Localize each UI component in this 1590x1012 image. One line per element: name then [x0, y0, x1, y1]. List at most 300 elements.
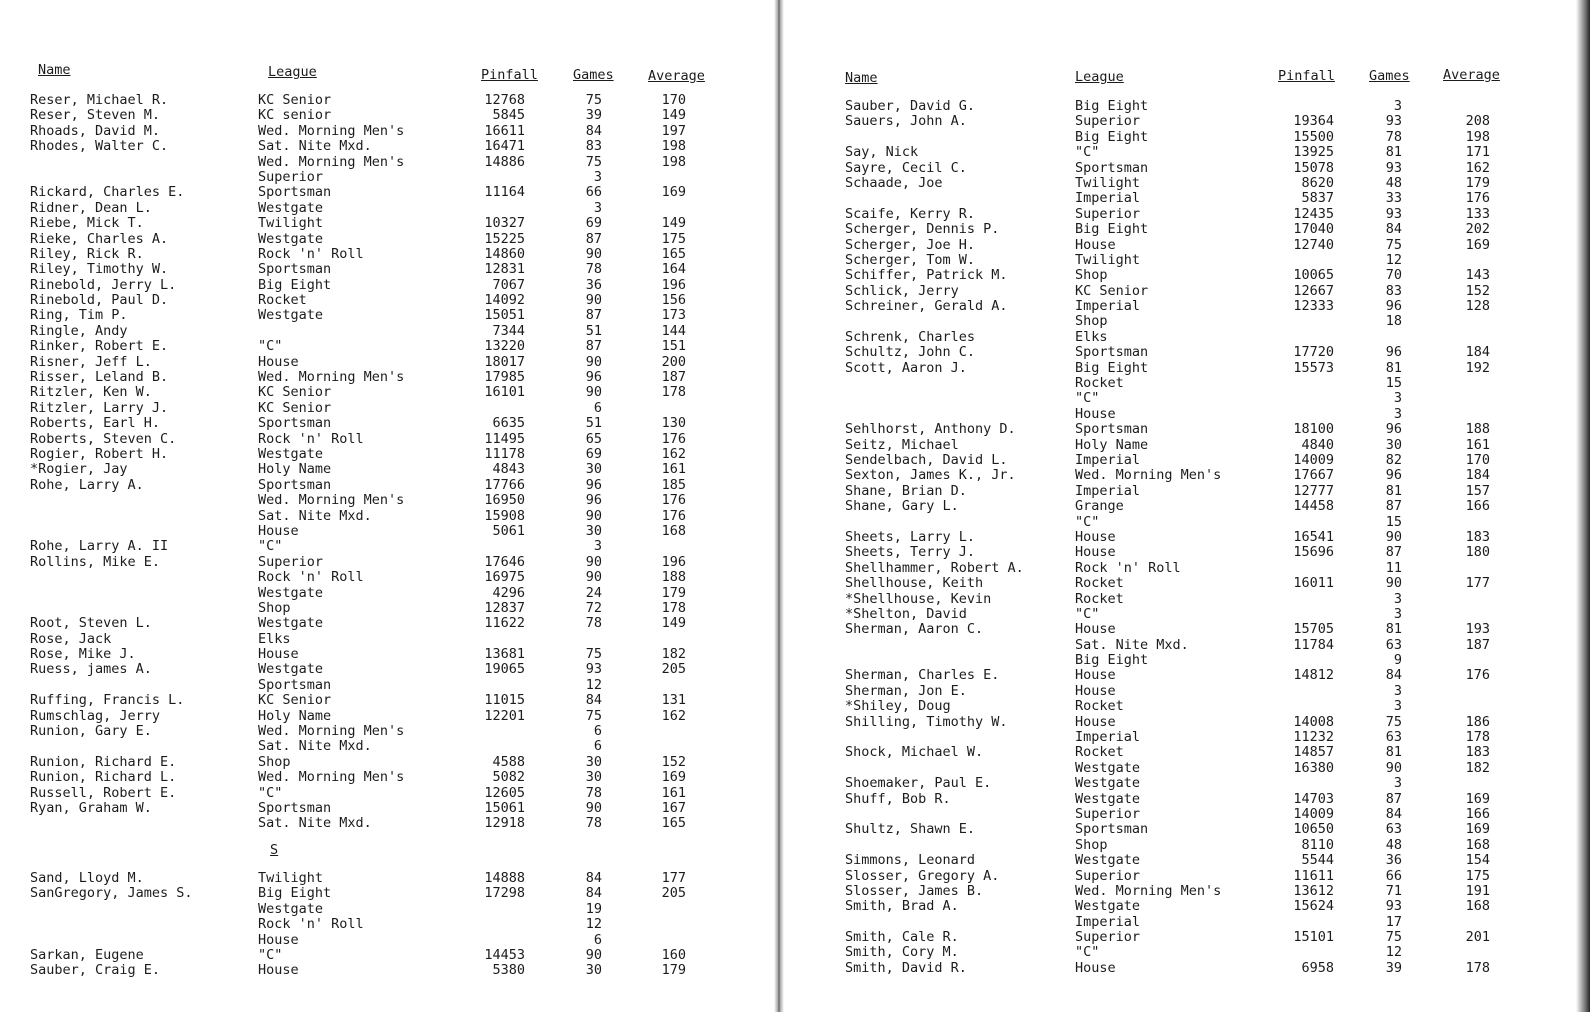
table-row [0, 786, 776, 801]
cell-pinfall: 14009 [1293, 805, 1334, 822]
cell-league: Sportsman [1075, 421, 1149, 438]
cell-pinfall: 7067 [492, 276, 525, 293]
table-row [0, 555, 776, 570]
cell-average: 152 [661, 753, 686, 770]
cell-pinfall: 5845 [492, 107, 525, 124]
cell-pinfall: 8110 [1301, 836, 1334, 853]
table-row [782, 745, 1590, 760]
cell-league: House [1075, 544, 1116, 561]
table-row [0, 108, 776, 123]
table-row [782, 899, 1590, 914]
cell-games: 87 [585, 230, 602, 247]
cell-league: Rocket [1075, 575, 1124, 592]
cell-average: 184 [1465, 467, 1490, 484]
cell-name: Rollins, Mike E. [30, 553, 161, 570]
table-row [782, 776, 1590, 791]
cell-pinfall: 6958 [1301, 959, 1334, 976]
cell-league: "C" [258, 338, 283, 355]
cell-pinfall: 18017 [484, 353, 525, 370]
right-page [782, 0, 1590, 1012]
cell-league: Sportsman [258, 676, 332, 693]
cell-league: Sat. Nite Mxd. [258, 138, 372, 155]
cell-average: 176 [1465, 190, 1490, 207]
cell-league: House [258, 931, 299, 948]
table-row [0, 462, 776, 477]
table-row [0, 232, 776, 247]
cell-name: Ridner, Dean L. [30, 199, 152, 216]
left-page [0, 0, 776, 1012]
table-row [0, 739, 776, 754]
cell-games: 63 [1385, 821, 1402, 838]
cell-name: Ruess, james A. [30, 661, 152, 678]
cell-games: 63 [1385, 729, 1402, 746]
header-games: Games [1369, 68, 1410, 84]
cell-average: 178 [1465, 959, 1490, 976]
cell-games: 75 [1385, 713, 1402, 730]
cell-average: 197 [661, 122, 686, 139]
table-row [782, 407, 1590, 422]
header-pinfall: Pinfall [481, 67, 538, 83]
cell-average: 176 [1465, 667, 1490, 684]
table-row [0, 724, 776, 739]
cell-average: 170 [1465, 451, 1490, 468]
cell-games: 18 [1385, 313, 1402, 330]
cell-games: 30 [1385, 436, 1402, 453]
cell-games: 90 [585, 353, 602, 370]
cell-league: Rock 'n' Roll [1075, 559, 1181, 576]
table-row [0, 755, 776, 770]
cell-league: Holy Name [1075, 436, 1149, 453]
table-row [0, 886, 776, 901]
cell-pinfall: 12435 [1293, 205, 1334, 222]
cell-average: 161 [661, 784, 686, 801]
table-row [0, 385, 776, 400]
table-row [782, 299, 1590, 314]
cell-name: Shellhouse, Keith [845, 575, 984, 592]
table-row [0, 693, 776, 708]
cell-name: Scaife, Kerry R. [845, 205, 976, 222]
table-row [782, 438, 1590, 453]
cell-name: Roberts, Earl H. [30, 415, 161, 432]
table-row [782, 314, 1590, 329]
cell-league: KC Senior [258, 384, 332, 401]
header-pinfall: Pinfall [1278, 68, 1335, 84]
cell-pinfall: 12918 [484, 815, 525, 832]
cell-name: Sheets, Terry J. [845, 544, 976, 561]
table-row [0, 201, 776, 216]
cell-games: 3 [1393, 682, 1402, 699]
cell-league: Superior [1075, 867, 1141, 884]
table-row [0, 570, 776, 585]
cell-games: 9 [1393, 652, 1402, 669]
cell-pinfall: 15908 [484, 507, 525, 524]
cell-league: House [258, 353, 299, 370]
cell-games: 3 [1393, 405, 1402, 422]
cell-name: Root, Steven L. [30, 615, 152, 632]
cell-average: 198 [1465, 128, 1490, 145]
table-row [782, 853, 1590, 868]
cell-league: Wed. Morning Men's [258, 769, 405, 786]
cell-league: Imperial [1075, 482, 1141, 499]
cell-pinfall: 12768 [484, 92, 525, 108]
cell-games: 69 [585, 445, 602, 462]
cell-league: House [1075, 621, 1116, 638]
table-row [782, 668, 1590, 683]
cell-pinfall: 11015 [484, 692, 525, 709]
cell-games: 90 [585, 292, 602, 309]
cell-name: *Shelton, David [845, 605, 967, 622]
cell-games: 3 [1393, 590, 1402, 607]
cell-name: Slosser, James B. [845, 882, 984, 899]
cell-average: 177 [661, 870, 686, 886]
cell-pinfall: 17667 [1293, 467, 1334, 484]
cell-games: 65 [585, 430, 602, 447]
cell-games: 87 [585, 307, 602, 324]
cell-average: 182 [661, 646, 686, 663]
cell-pinfall: 16541 [1293, 528, 1334, 545]
table-row [782, 961, 1590, 976]
cell-average: 169 [1465, 790, 1490, 807]
cell-pinfall: 11611 [1293, 867, 1334, 884]
cell-name: Scherger, Dennis P. [845, 221, 1000, 238]
cell-pinfall: 15051 [484, 307, 525, 324]
cell-average: 161 [661, 461, 686, 478]
cell-games: 75 [585, 92, 602, 108]
cell-games: 3 [1393, 98, 1402, 114]
cell-league: Westgate [258, 900, 324, 917]
cell-games: 30 [585, 769, 602, 786]
table-row [0, 293, 776, 308]
cell-pinfall: 17720 [1293, 344, 1334, 361]
cell-average: 130 [661, 415, 686, 432]
cell-league: Superior [1075, 113, 1141, 130]
table-row [0, 324, 776, 339]
cell-league: Westgate [1075, 898, 1141, 915]
cell-name: Rogier, Robert H. [30, 445, 169, 462]
table-row [0, 963, 776, 978]
cell-pinfall: 11178 [484, 445, 525, 462]
cell-league: House [1075, 682, 1116, 699]
cell-games: 90 [585, 384, 602, 401]
cell-league: "C" [1075, 144, 1100, 161]
cell-games: 84 [1385, 805, 1402, 822]
cell-pinfall: 15573 [1293, 359, 1334, 376]
cell-games: 39 [585, 107, 602, 124]
cell-league: Sportsman [1075, 159, 1149, 176]
cell-league: Westgate [258, 584, 324, 601]
cell-name: Simmons, Leonard [845, 852, 976, 869]
table-row [0, 247, 776, 262]
cell-average: 180 [1465, 544, 1490, 561]
cell-name: Scott, Aaron J. [845, 359, 967, 376]
cell-average: 198 [661, 153, 686, 170]
cell-games: 81 [1385, 621, 1402, 638]
table-row [0, 139, 776, 154]
cell-league: Rock 'n' Roll [258, 430, 364, 447]
cell-league: Sportsman [258, 415, 332, 432]
cell-pinfall: 11622 [484, 615, 525, 632]
cell-name: Rinebold, Paul D. [30, 292, 169, 309]
cell-games: 12 [585, 916, 602, 933]
cell-league: Twilight [258, 870, 324, 886]
cell-average: 152 [1465, 282, 1490, 299]
cell-games: 70 [1385, 267, 1402, 284]
table-row [0, 216, 776, 231]
cell-average: 192 [1465, 359, 1490, 376]
table-row [0, 902, 776, 917]
cell-league: Shop [1075, 313, 1108, 330]
table-row [0, 447, 776, 462]
cell-name: Sauber, Craig E. [30, 962, 161, 979]
cell-name: Schlick, Jerry [845, 282, 959, 299]
cell-name: Ritzler, Larry J. [30, 399, 169, 416]
cell-league: Superior [258, 553, 324, 570]
cell-pinfall: 14703 [1293, 790, 1334, 807]
cell-league: KC Senior [1075, 282, 1149, 299]
cell-games: 15 [1385, 513, 1402, 530]
cell-pinfall: 13681 [484, 646, 525, 663]
cell-league: Wed. Morning Men's [258, 153, 405, 170]
cell-league: Grange [1075, 498, 1124, 515]
cell-league: Westgate [258, 230, 324, 247]
cell-name: Scherger, Joe H. [845, 236, 976, 253]
table-row [782, 361, 1590, 376]
table-row [782, 869, 1590, 884]
cell-games: 81 [1385, 482, 1402, 499]
cell-league: Sportsman [1075, 821, 1149, 838]
cell-games: 96 [585, 476, 602, 493]
cell-name: Sendelbach, David L. [845, 451, 1008, 468]
cell-name: Risser, Leland B. [30, 369, 169, 386]
table-row [0, 93, 776, 108]
cell-league: House [1075, 236, 1116, 253]
cell-average: 193 [1465, 621, 1490, 638]
cell-average: 160 [661, 946, 686, 963]
table-row [782, 945, 1590, 960]
cell-average: 188 [1465, 421, 1490, 438]
table-row [782, 684, 1590, 699]
cell-league: Imperial [1075, 190, 1141, 207]
cell-name: Say, Nick [845, 144, 919, 161]
table-row [0, 917, 776, 932]
cell-league: Wed. Morning Men's [1075, 467, 1222, 484]
cell-average: 196 [661, 553, 686, 570]
header-average: Average [648, 68, 705, 84]
table-row [0, 524, 776, 539]
cell-league: Westgate [258, 615, 324, 632]
cell-league: Rock 'n' Roll [258, 245, 364, 262]
table-row [0, 155, 776, 170]
cell-average: 149 [661, 107, 686, 124]
cell-pinfall: 4840 [1301, 436, 1334, 453]
cell-pinfall: 4588 [492, 753, 525, 770]
cell-average: 188 [661, 569, 686, 586]
cell-pinfall: 12201 [484, 707, 525, 724]
cell-average: 201 [1465, 929, 1490, 946]
cell-games: 3 [1393, 698, 1402, 715]
cell-league: Big Eight [258, 276, 332, 293]
cell-name: Rohe, Larry A. II [30, 538, 169, 555]
cell-name: Rose, Jack [30, 630, 112, 647]
cell-name: Shellhammer, Robert A. [845, 559, 1024, 576]
cell-pinfall: 16611 [484, 122, 525, 139]
cell-pinfall: 5380 [492, 962, 525, 979]
cell-pinfall: 4843 [492, 461, 525, 478]
cell-league: Sportsman [258, 476, 332, 493]
cell-games: 87 [1385, 498, 1402, 515]
cell-average: 177 [1465, 575, 1490, 592]
table-row [782, 238, 1590, 253]
cell-average: 176 [661, 507, 686, 524]
cell-league: House [1075, 713, 1116, 730]
cell-name: Schreiner, Gerald A. [845, 298, 1008, 315]
cell-name: Shuff, Bob R. [845, 790, 951, 807]
cell-games: 33 [1385, 190, 1402, 207]
cell-pinfall: 11232 [1293, 729, 1334, 746]
cell-games: 96 [1385, 344, 1402, 361]
cell-league: Twilight [1075, 174, 1141, 191]
cell-average: 165 [661, 245, 686, 262]
cell-league: House [258, 646, 299, 663]
cell-average: 208 [1465, 113, 1490, 130]
cell-pinfall: 19065 [484, 661, 525, 678]
cell-games: 78 [1385, 128, 1402, 145]
cell-games: 90 [585, 507, 602, 524]
cell-games: 48 [1385, 174, 1402, 191]
cell-league: "C" [258, 946, 283, 963]
table-row [782, 145, 1590, 160]
cell-games: 90 [585, 553, 602, 570]
cell-average: 143 [1465, 267, 1490, 284]
cell-league: Superior [1075, 929, 1141, 946]
cell-games: 84 [585, 692, 602, 709]
table-row [782, 884, 1590, 899]
cell-games: 78 [585, 815, 602, 832]
cell-average: 196 [661, 276, 686, 293]
cell-pinfall: 17766 [484, 476, 525, 493]
cell-league: Wed. Morning Men's [258, 122, 405, 139]
cell-games: 36 [1385, 852, 1402, 869]
cell-games: 75 [1385, 929, 1402, 946]
cell-average: 170 [661, 92, 686, 108]
cell-name: Rinebold, Jerry L. [30, 276, 177, 293]
cell-league: Westgate [258, 445, 324, 462]
cell-average: 175 [1465, 867, 1490, 884]
cell-league: Big Eight [1075, 98, 1149, 114]
table-row [0, 871, 776, 886]
cell-league: Westgate [1075, 775, 1141, 792]
cell-pinfall: 14812 [1293, 667, 1334, 684]
table-row [0, 355, 776, 370]
left-table-body [0, 93, 776, 832]
cell-pinfall: 15225 [484, 230, 525, 247]
cell-pinfall: 5082 [492, 769, 525, 786]
table-row [782, 545, 1590, 560]
cell-games: 93 [1385, 113, 1402, 130]
cell-pinfall: 12777 [1293, 482, 1334, 499]
cell-league: Westgate [1075, 852, 1141, 869]
cell-league: Big Eight [1075, 652, 1149, 669]
cell-games: 84 [585, 122, 602, 139]
cell-games: 90 [585, 799, 602, 816]
cell-league: KC Senior [258, 692, 332, 709]
cell-name: Schiffer, Patrick M. [845, 267, 1008, 284]
table-row [0, 647, 776, 662]
cell-name: Smith, Brad A. [845, 898, 959, 915]
cell-pinfall: 10065 [1293, 267, 1334, 284]
cell-games: 87 [1385, 544, 1402, 561]
cell-games: 90 [1385, 575, 1402, 592]
cell-average: 178 [661, 599, 686, 616]
cell-name: Schultz, John C. [845, 344, 976, 361]
cell-league: Westgate [258, 661, 324, 678]
table-row [0, 185, 776, 200]
cell-pinfall: 12605 [484, 784, 525, 801]
cell-name: Sauber, David G. [845, 98, 976, 114]
cell-games: 19 [585, 900, 602, 917]
cell-league: "C" [258, 784, 283, 801]
cell-league: Shop [1075, 836, 1108, 853]
right-table-body [782, 99, 1590, 976]
cell-pinfall: 14008 [1293, 713, 1334, 730]
cell-pinfall: 10327 [484, 215, 525, 232]
cell-average: 205 [661, 661, 686, 678]
cell-pinfall: 15624 [1293, 898, 1334, 915]
cell-average: 151 [661, 338, 686, 355]
cell-name: Sexton, James K., Jr. [845, 467, 1016, 484]
cell-name: Roberts, Steven C. [30, 430, 177, 447]
cell-name: Sehlhorst, Anthony D. [845, 421, 1016, 438]
cell-name: Shane, Brian D. [845, 482, 967, 499]
cell-league: Imperial [1075, 451, 1141, 468]
cell-average: 156 [661, 292, 686, 309]
table-row [0, 370, 776, 385]
cell-pinfall: 12831 [484, 261, 525, 278]
cell-league: Westgate [1075, 759, 1141, 776]
cell-league: Imperial [1075, 298, 1141, 315]
cell-games: 51 [585, 415, 602, 432]
cell-games: 11 [1385, 559, 1402, 576]
cell-games: 12 [1385, 944, 1402, 961]
cell-name: Sayre, Cecil C. [845, 159, 967, 176]
cell-league: Superior [1075, 205, 1141, 222]
cell-games: 84 [585, 885, 602, 902]
cell-league: Sportsman [258, 261, 332, 278]
cell-average: 169 [1465, 236, 1490, 253]
cell-league: Holy Name [258, 461, 332, 478]
table-row [782, 484, 1590, 499]
cell-average: 186 [1465, 713, 1490, 730]
cell-name: Ringle, Andy [30, 322, 128, 339]
cell-pinfall: 14886 [484, 153, 525, 170]
cell-average: 205 [661, 885, 686, 902]
cell-name: Sand, Lloyd M. [30, 870, 144, 886]
table-row [782, 561, 1590, 576]
cell-pinfall: 14458 [1293, 498, 1334, 515]
table-row [782, 268, 1590, 283]
cell-average: 166 [1465, 805, 1490, 822]
cell-name: Scherger, Tom W. [845, 251, 976, 268]
table-row [0, 339, 776, 354]
table-row [0, 170, 776, 185]
cell-name: Sheets, Larry L. [845, 528, 976, 545]
section-letter-s: S [270, 842, 279, 858]
cell-league: KC Senior [258, 92, 332, 108]
cell-games: 82 [1385, 451, 1402, 468]
cell-average: 179 [661, 962, 686, 979]
cell-games: 75 [585, 153, 602, 170]
cell-name: Shock, Michael W. [845, 744, 984, 761]
